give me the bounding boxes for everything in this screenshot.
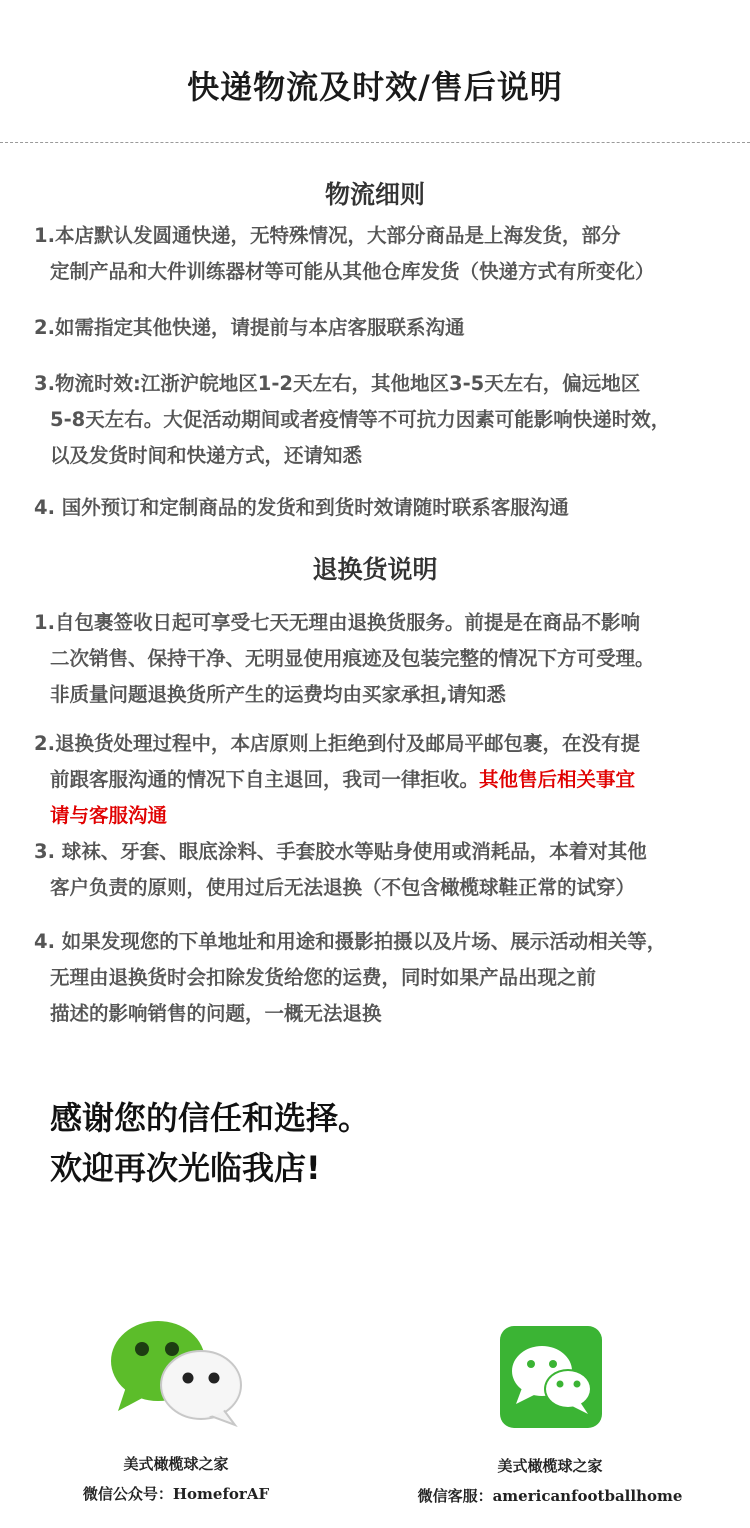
left-contact-account: 微信公众号：HomeforAF xyxy=(82,1485,270,1503)
logistics-item-3-line-2: 5-8天左右。大促活动期间或者疫情等不可抗力因素可能影响快递时效， xyxy=(50,408,671,431)
logistics-item-1-line-1: 1.本店默认发圆通快递，无特殊情况，大部分商品是上海发货，部分 xyxy=(34,224,621,247)
right-contact-account: 微信客服：americanfootballhome xyxy=(417,1487,683,1505)
thanks-line-1: 感谢您的信任和选择。 xyxy=(50,1099,371,1137)
logistics-item-1 xyxy=(34,218,750,290)
returns-item-4-line-2: 无理由退换货时会扣除发货给您的运费，同时如果产品出现之前 xyxy=(50,966,597,989)
returns-section-title: 退换货说明 xyxy=(312,555,438,584)
returns-item-1-line-1: 1.自包裹签收日起可享受七天无理由退换货服务。前提是在商品不影响 xyxy=(34,611,640,634)
returns-item-4-line-1: 4. 如果发现您的下单地址和用途和摄影拍摄以及片场、展示活动相关等， xyxy=(34,930,667,953)
logistics-item-4 xyxy=(34,490,750,526)
logistics-item-4-line-1: 4. 国外预订和定制商品的发货和到货时效请随时联系客服沟通 xyxy=(34,496,569,519)
returns-item-2 xyxy=(34,726,750,834)
returns-item-1-line-2: 二次销售、保持干净、无明显使用痕迹及包装完整的情况下方可受理。 xyxy=(50,647,655,670)
returns-item-3-line-1: 3. 球袜、牙套、眼底涂料、手套胶水等贴身使用或消耗品，本着对其他 xyxy=(34,840,647,863)
page-title: 快递物流及时效/售后说明 xyxy=(187,68,563,106)
returns-item-4-line-3: 描述的影响销售的问题，一概无法退换 xyxy=(50,1002,382,1025)
returns-item-3 xyxy=(34,834,750,906)
after-sales-highlight: 其他售后相关事宜 xyxy=(479,768,636,791)
contact-service-highlight: 请与客服沟通 xyxy=(50,804,168,827)
logistics-section-title: 物流细则 xyxy=(324,180,425,209)
returns-item-1 xyxy=(34,605,750,713)
thanks-message xyxy=(50,1093,370,1193)
logistics-item-2 xyxy=(34,310,750,346)
returns-item-2-line-2 xyxy=(34,762,750,798)
returns-item-3-line-2: 客户负责的原则，使用过后无法退换（不包含橄榄球鞋正常的试穿） xyxy=(50,876,636,899)
logistics-item-1-line-2: 定制产品和大件训练器材等可能从其他仓库发货（快递方式有所变化） xyxy=(50,260,655,283)
right-contact-name: 美式橄榄球之家 xyxy=(497,1457,603,1475)
left-contact-name: 美式橄榄球之家 xyxy=(123,1455,229,1473)
logistics-item-3-line-3: 以及发货时间和快递方式，还请知悉 xyxy=(50,444,363,467)
returns-item-4 xyxy=(34,924,750,1032)
returns-item-1-line-3: 非质量问题退换货所产生的运费均由买家承担,请知悉 xyxy=(50,683,506,706)
wechat-app-icon xyxy=(500,1326,602,1428)
wechat-bubbles-icon xyxy=(108,1315,244,1427)
logistics-item-2-line-1: 2.如需指定其他快递，请提前与本店客服联系沟通 xyxy=(34,316,465,339)
returns-item-2-line-2-text: 前跟客服沟通的情况下自主退回，我司一律拒收。 xyxy=(50,768,480,791)
thanks-line-2: 欢迎再次光临我店! xyxy=(50,1149,321,1187)
logistics-item-3-line-1: 3.物流时效:江浙沪皖地区1-2天左右，其他地区3-5天左右，偏远地区 xyxy=(34,372,641,395)
returns-item-2-line-1: 2.退换货处理过程中，本店原则上拒绝到付及邮局平邮包裹，在没有提 xyxy=(34,732,640,755)
header-divider xyxy=(0,142,750,143)
logistics-item-3 xyxy=(34,366,750,474)
